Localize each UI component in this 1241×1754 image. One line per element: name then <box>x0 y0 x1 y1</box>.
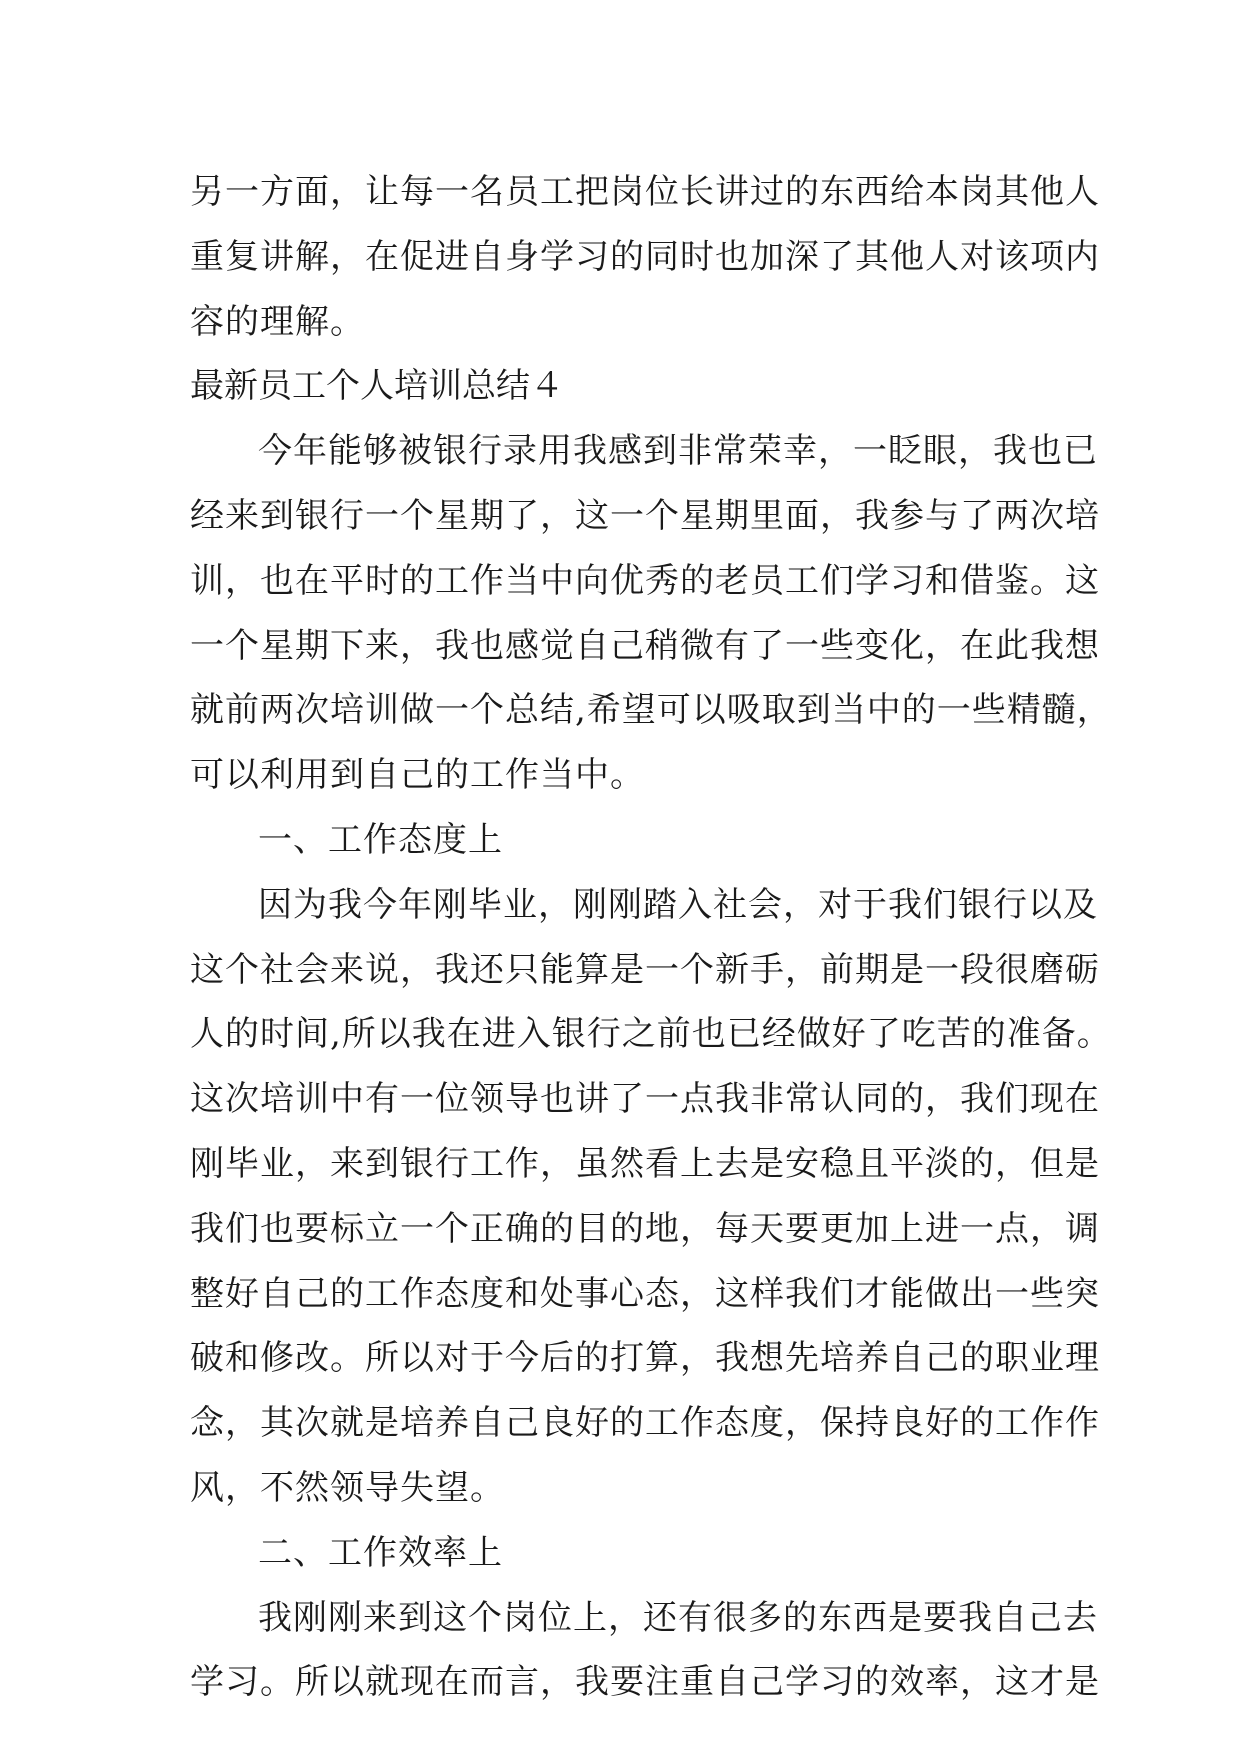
body-text-line: 一个星期下来，我也感觉自己稍微有了一些变化，在此我想 <box>190 625 1100 666</box>
body-text-line: 整好自己的工作态度和处事心态，这样我们才能做出一些突 <box>190 1273 1100 1314</box>
body-text-line: 因为我今年刚毕业，刚刚踏入社会，对于我们银行以及 <box>258 884 1098 925</box>
body-text-line: 今年能够被银行录用我感到非常荣幸，一眨眼，我也已 <box>258 431 1098 472</box>
subsection-heading: 二、工作效率上 <box>258 1532 503 1573</box>
body-text-line: 我刚刚来到这个岗位上，还有很多的东西是要我自己去 <box>258 1597 1098 1638</box>
body-text-line: 人的时间,所以我在进入银行之前也已经做好了吃苦的准备。 <box>190 1014 1112 1055</box>
body-text-line: 经来到银行一个星期了，这一个星期里面，我参与了两次培 <box>190 495 1100 536</box>
body-text-line: 训，也在平时的工作当中向优秀的老员工们学习和借鉴。这 <box>190 560 1100 601</box>
body-text-line: 这次培训中有一位领导也讲了一点我非常认同的，我们现在 <box>190 1079 1100 1120</box>
body-text-line: 重复讲解，在促进自身学习的同时也加深了其他人对该项内 <box>190 236 1100 277</box>
body-text-line: 容的理解。 <box>190 301 365 342</box>
body-text-line: 就前两次培训做一个总结,希望可以吸取到当中的一些精髓， <box>190 690 1112 731</box>
body-text-line: 这个社会来说，我还只能算是一个新手，前期是一段很磨砺 <box>190 949 1100 990</box>
body-text-line: 破和修改。所以对于今后的打算，我想先培养自己的职业理 <box>190 1338 1100 1379</box>
body-text-line: 刚毕业，来到银行工作，虽然看上去是安稳且平淡的，但是 <box>190 1143 1100 1184</box>
body-text-line: 另一方面，让每一名员工把岗位长讲过的东西给本岗其他人 <box>190 172 1100 212</box>
subsection-heading: 一、工作态度上 <box>258 819 503 860</box>
body-text-line: 我们也要标立一个正确的目的地，每天要更加上进一点，调 <box>190 1208 1100 1249</box>
body-text-line: 念，其次就是培养自己良好的工作态度，保持良好的工作作 <box>190 1403 1100 1444</box>
section-title: 最新员工个人培训总结４ <box>190 366 564 407</box>
body-text-line: 可以利用到自己的工作当中。 <box>190 755 645 796</box>
body-text-line: 学习。所以就现在而言，我要注重自己学习的效率，这才是 <box>190 1662 1100 1703</box>
body-text-line: 风，不然领导失望。 <box>190 1467 505 1508</box>
document-page <box>190 160 1112 1715</box>
